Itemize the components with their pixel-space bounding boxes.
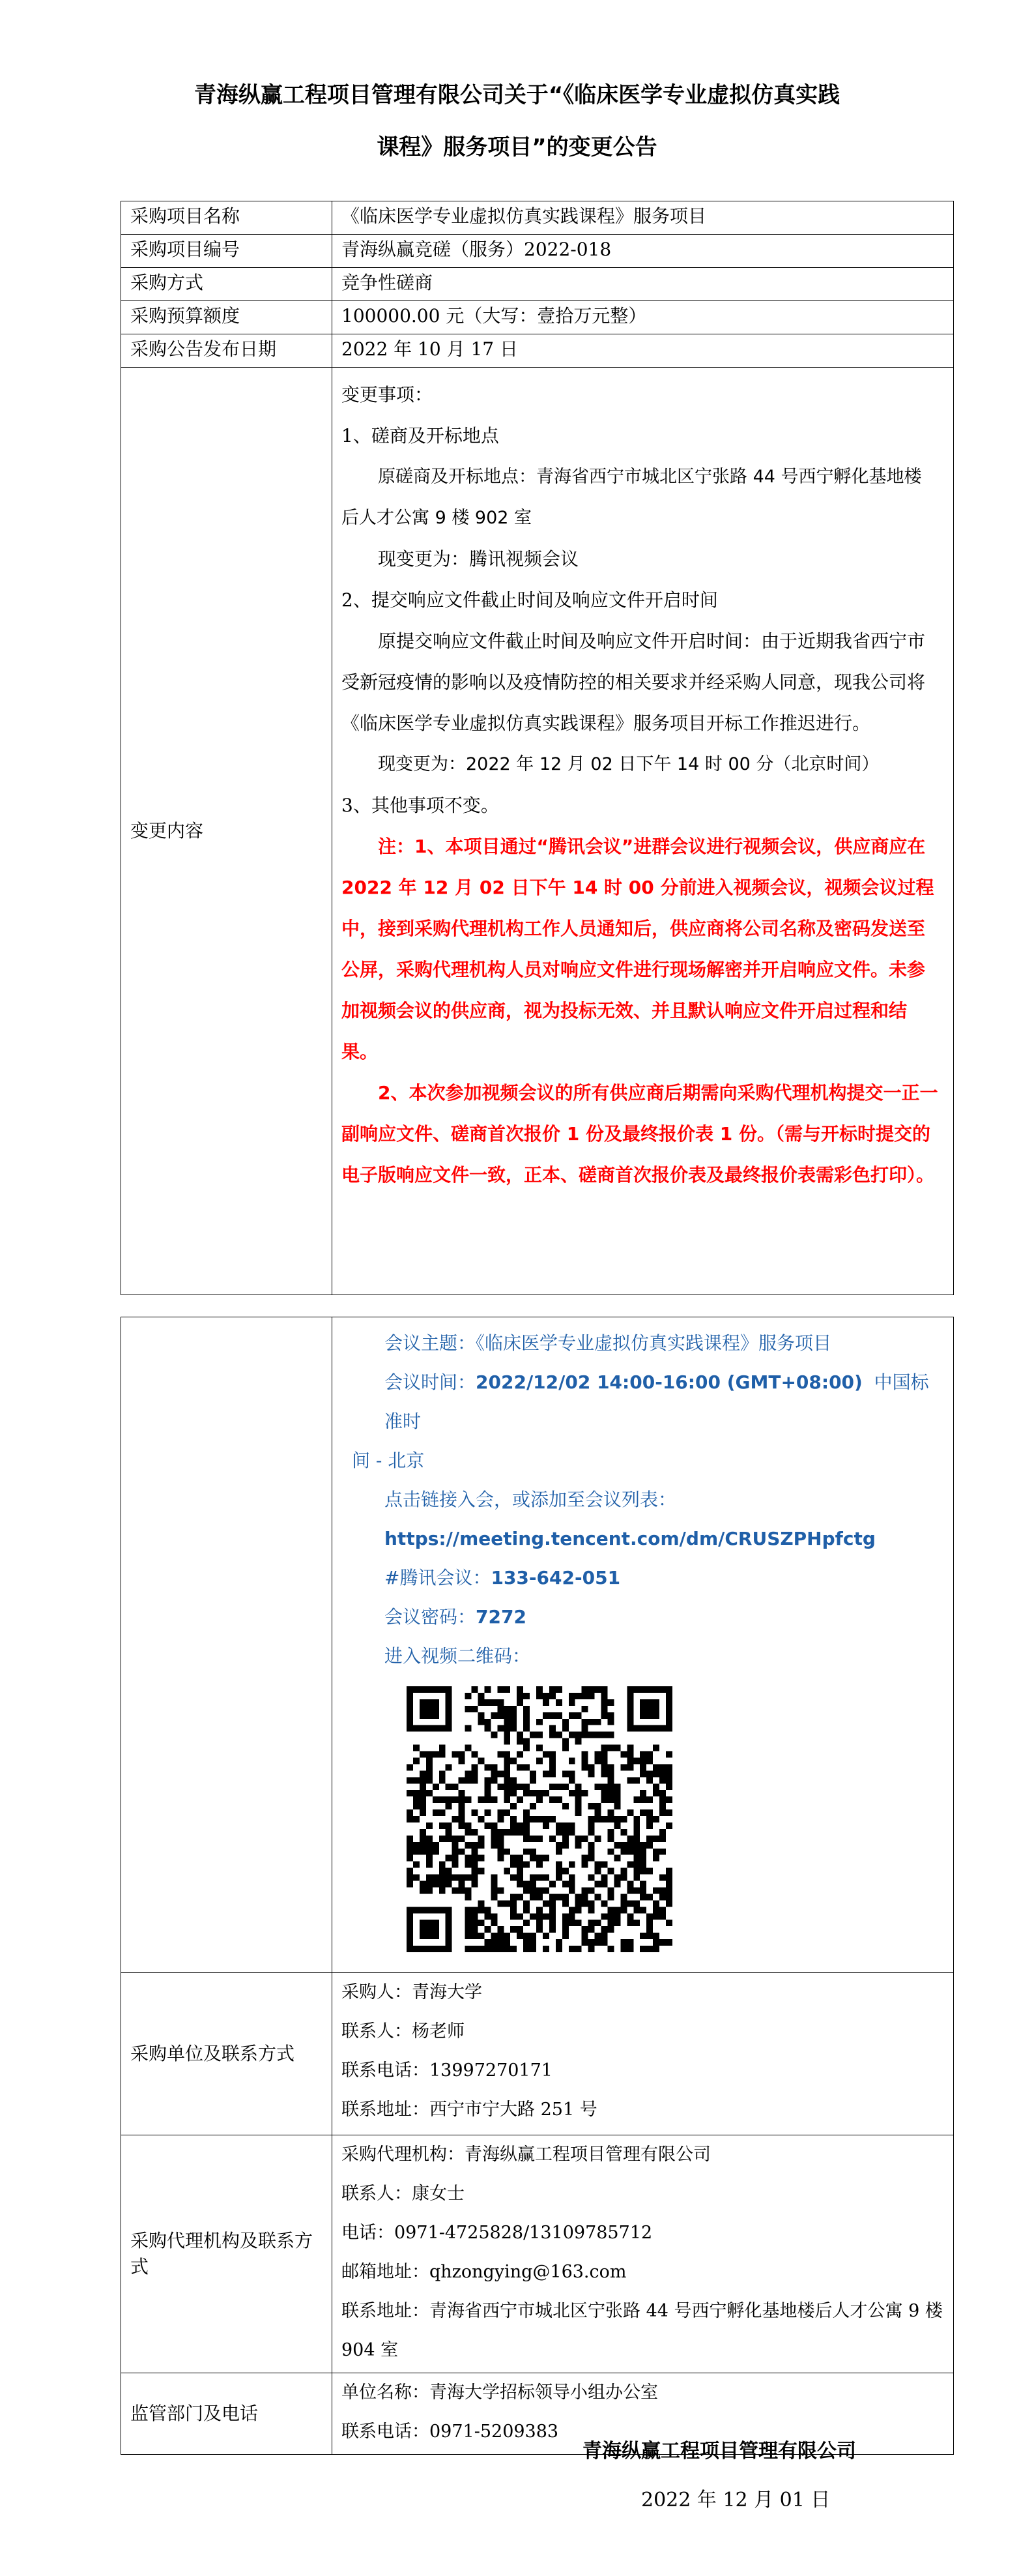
- agency-line: 采购代理机构：青海纵赢工程项目管理有限公司: [341, 2144, 711, 2165]
- table-row: [121, 334, 954, 368]
- change-item-3: 3、其他事项不变。: [341, 795, 499, 816]
- document-title-line-2: 课程》服务项目”的变更公告: [377, 134, 657, 160]
- note-2: 2、本次参加视频会议的所有供应商后期需向采购代理机构提交一正一副响应文件、磋商首次报价 1 份及最终报价表 1 份。（需与开标时提交的电子版响应文件一致，正本、磋商首次报价表及最终报价表需彩色打印）。: [341, 1082, 938, 1186]
- meeting-contact-table: [121, 1317, 954, 2455]
- purchaser-row: [121, 1973, 954, 2135]
- document-title-line-1: 青海纵赢工程项目管理有限公司关于“《临床医学专业虚拟仿真实践: [194, 82, 840, 108]
- row-label: 采购方式: [121, 268, 332, 301]
- meeting-id-label: #腾讯会议：: [384, 1567, 491, 1588]
- announcement-table: [121, 201, 954, 1295]
- meeting-link[interactable]: https://meeting.tencent.com/dm/CRUSZPHpfctg: [384, 1528, 876, 1549]
- purchaser-line: 采购人：青海大学: [341, 1982, 482, 2002]
- change-item-2: 2、提交响应文件截止时间及响应文件开启时间: [341, 589, 718, 611]
- new-time: 现变更为：2022 年 12 月 02 日下午 14 时 00 分（北京时间）: [378, 754, 880, 774]
- agency-line: 邮箱地址：qhzongying@163.com: [341, 2262, 627, 2282]
- meeting-time-zone-2: 间 - 北京: [352, 1450, 425, 1471]
- supervision-line: 联系电话：0971-5209383: [341, 2422, 559, 2442]
- change-content: [332, 368, 954, 1295]
- meeting-password: [384, 1598, 940, 1637]
- table-row: [121, 268, 954, 301]
- new-place: 现变更为：腾讯视频会议: [378, 548, 579, 570]
- meeting-password-label: 会议密码：: [384, 1606, 476, 1628]
- row-label: 采购预算额度: [121, 301, 332, 334]
- agency-line: 联系人：康女士: [341, 2184, 465, 2204]
- qr-label: 进入视频二维码：: [384, 1645, 531, 1667]
- row-label: 采购项目名称: [121, 201, 332, 235]
- meeting-row: [121, 1317, 954, 1973]
- row-value: 2022 年 10 月 17 日: [332, 334, 954, 368]
- meeting-id: [384, 1559, 940, 1598]
- purchaser-line: 联系电话：13997270171: [341, 2060, 553, 2081]
- change-item-1: 1、磋商及开标地点: [341, 425, 499, 446]
- supervision-line: 单位名称：青海大学招标领导小组办公室: [341, 2382, 658, 2403]
- row-value: 《临床医学专业虚拟仿真实践课程》服务项目: [332, 201, 954, 235]
- meeting-info: [332, 1317, 954, 1973]
- agency-row: [121, 2135, 954, 2373]
- agency-line: 电话：0971-4725828/13109785712: [341, 2223, 653, 2243]
- original-place: 原磋商及开标地点：青海省西宁市城北区宁张路 44 号西宁孵化基地楼后人才公寓 9 楼 902 室: [341, 467, 922, 528]
- purchaser-line: 联系人：杨老师: [341, 2021, 465, 2042]
- row-label: 采购项目编号: [121, 235, 332, 268]
- change-content-row: [121, 368, 954, 1295]
- purchaser-info: [332, 1973, 954, 2135]
- table-row: [121, 301, 954, 334]
- change-heading: 变更事项：: [341, 384, 433, 405]
- row-value: 竞争性磋商: [332, 268, 954, 301]
- meeting-time-label: 会议时间：: [384, 1371, 476, 1393]
- meeting-link-prompt: 点击链接入会，或添加至会议列表：: [384, 1489, 677, 1510]
- supervision-label: 监管部门及电话: [121, 2373, 332, 2455]
- meeting-id-value: 133-642-051: [491, 1567, 621, 1588]
- meeting-time: [384, 1363, 940, 1441]
- original-time: 原提交响应文件截止时间及响应文件开启时间：由于近期我省西宁市受新冠疫情的影响以及疫情防控的相关要求并经采购人同意，现我公司将《临床医学专业虚拟仿真实践课程》服务项目开标工作推迟进行。: [341, 630, 926, 734]
- footer-date: 2022 年 12 月 01 日: [641, 2489, 831, 2511]
- footer-company: 青海纵赢工程项目管理有限公司: [582, 2440, 856, 2463]
- note-1: 注：1、本项目通过“腾讯会议”进群会议进行视频会议，供应商应在 2022 年 12 月 02 日下午 14 时 00 分前进入视频会议，视频会议过程中，接到采购代理机构工作人员通知后，供应商将公司名称及密码发送至公屏，采购代理机构人员对响应文件进行现场解密并开启响应文件。未参加视频会议的供应商，视为投标无效、并且默认响应文件开启过程和结果。: [341, 836, 934, 1062]
- meeting-label-cell: [121, 1317, 332, 1973]
- table-row: [121, 235, 954, 268]
- change-content-label: 变更内容: [121, 368, 332, 1295]
- meeting-time-value: 2022/12/02 14:00-16:00 (GMT+08:00): [476, 1371, 863, 1393]
- meeting-password-value: 7272: [476, 1606, 526, 1628]
- row-label: 采购公告发布日期: [121, 334, 332, 368]
- table-row: [121, 201, 954, 235]
- purchaser-label: 采购单位及联系方式: [121, 1973, 332, 2135]
- meeting-topic: 会议主题：《临床医学专业虚拟仿真实践课程》服务项目: [384, 1332, 832, 1354]
- agency-label: 采购代理机构及联系方式: [121, 2135, 332, 2373]
- row-value: 100000.00 元（大写：壹拾万元整）: [332, 301, 954, 334]
- agency-line: 联系地址：青海省西宁市城北区宁张路 44 号西宁孵化基地楼后人才公寓 9 楼 904 室: [341, 2301, 943, 2360]
- row-value: 青海纵赢竞磋（服务）2022-018: [332, 235, 954, 268]
- meeting-time-zone-1: 中国标准时: [384, 1371, 929, 1432]
- agency-info: [332, 2135, 954, 2373]
- purchaser-line: 联系地址：西宁市宁大路 251 号: [341, 2100, 597, 2120]
- qr-code-icon[interactable]: [407, 1686, 672, 1952]
